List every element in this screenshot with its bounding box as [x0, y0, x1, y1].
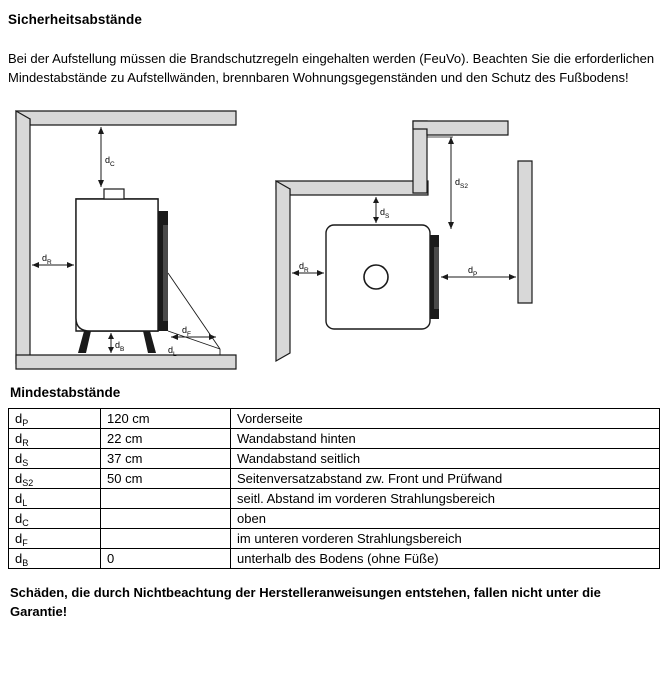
intro-paragraph: Bei der Aufstellung müssen die Brandschutzregeln eingehalten werden (FeuVo). Beachten Sie die erforderlichen Mindestabstände zu Aufstellwänden, brennbaren Wohnungsgegenständen und den Schutz des Fußbodens! — [8, 51, 655, 85]
symbol-sub: F — [22, 538, 28, 548]
dimension-ds — [373, 197, 390, 223]
table-row — [9, 509, 660, 529]
dimension-dp — [441, 265, 516, 280]
dimension-dr-side — [32, 253, 74, 268]
row-symbol — [9, 529, 101, 549]
label-dr-plan: $d_R$ — [299, 261, 309, 274]
table-body — [9, 409, 660, 569]
symbol-sub: L — [22, 498, 28, 508]
row-value: 50 cm — [101, 469, 231, 489]
row-value — [101, 529, 231, 549]
label-ds: $d_S$ — [380, 207, 390, 220]
symbol-sub: S2 — [22, 478, 34, 488]
stove-plan-body — [326, 225, 439, 329]
row-symbol — [9, 469, 101, 489]
table-row — [9, 529, 660, 549]
label-dr-side: $d_R$ — [42, 253, 52, 266]
dimension-ds2 — [427, 137, 468, 229]
row-symbol — [9, 409, 101, 429]
symbol-sub: B — [22, 558, 29, 568]
table-row — [9, 469, 660, 489]
warning-text: Schäden, die durch Nichtbeachtung der Herstelleranweisungen entstehen, fallen nicht unter die Garantie! — [10, 585, 601, 619]
symbol-sub: R — [22, 438, 29, 448]
label-dp: $d_P$ — [468, 265, 478, 278]
row-description: oben — [231, 509, 660, 529]
label-dc: $d_C$ — [105, 155, 115, 168]
row-value — [101, 509, 231, 529]
symbol-base: d — [15, 411, 23, 426]
row-description: Seitenversatzabstand zw. Front und Prüfwand — [231, 469, 660, 489]
dimension-dr-plan — [292, 261, 324, 276]
row-value — [101, 489, 231, 509]
row-description: Vorderseite — [231, 409, 660, 429]
row-value: 22 cm — [101, 429, 231, 449]
row-symbol — [9, 429, 101, 449]
symbol-base: d — [15, 531, 23, 546]
row-description: unterhalb des Bodens (ohne Füße) — [231, 549, 660, 569]
symbol-sub: C — [22, 518, 29, 528]
row-description: Wandabstand hinten — [231, 429, 660, 449]
symbol-base: d — [15, 491, 23, 506]
row-value: 0 — [101, 549, 231, 569]
row-value: 37 cm — [101, 449, 231, 469]
table-title: Mindestabstände — [10, 385, 121, 400]
dimension-db — [108, 333, 124, 353]
row-description: im unteren vorderen Strahlungsbereich — [231, 529, 660, 549]
row-value: 120 cm — [101, 409, 231, 429]
row-description: seitl. Abstand im vorderen Strahlungsbereich — [231, 489, 660, 509]
clearance-diagram-svg — [8, 103, 659, 371]
symbol-base: d — [15, 451, 23, 466]
symbol-base: d — [15, 471, 23, 486]
dimension-dc — [98, 127, 115, 187]
table-row — [9, 489, 660, 509]
clearance-diagram — [8, 103, 659, 373]
left-view-floor — [16, 355, 236, 369]
label-df: $d_F$ — [182, 325, 191, 338]
row-symbol — [9, 549, 101, 569]
right-view-test-wall — [518, 161, 532, 303]
minimum-distances-table — [8, 408, 660, 569]
label-db: $d_B$ — [115, 340, 125, 353]
table-row — [9, 409, 660, 429]
radiation-zone-left — [168, 273, 220, 358]
symbol-sub: S — [22, 458, 29, 468]
table-row — [9, 549, 660, 569]
stove-side-body — [76, 189, 168, 353]
row-symbol — [9, 449, 101, 469]
row-symbol — [9, 489, 101, 509]
row-symbol — [9, 509, 101, 529]
left-view-ceiling — [16, 111, 236, 125]
table-row — [9, 429, 660, 449]
symbol-base: d — [15, 551, 23, 566]
left-view-back-wall — [16, 111, 30, 363]
page-title: Sicherheitsabstände — [8, 12, 142, 27]
label-ds2: $d_{S2}$ — [455, 177, 468, 190]
row-description: Wandabstand seitlich — [231, 449, 660, 469]
symbol-base: d — [15, 511, 23, 526]
table-row — [9, 449, 660, 469]
symbol-base: d — [15, 431, 23, 446]
symbol-sub: P — [22, 418, 29, 428]
label-dl: $d_L$ — [168, 345, 177, 358]
